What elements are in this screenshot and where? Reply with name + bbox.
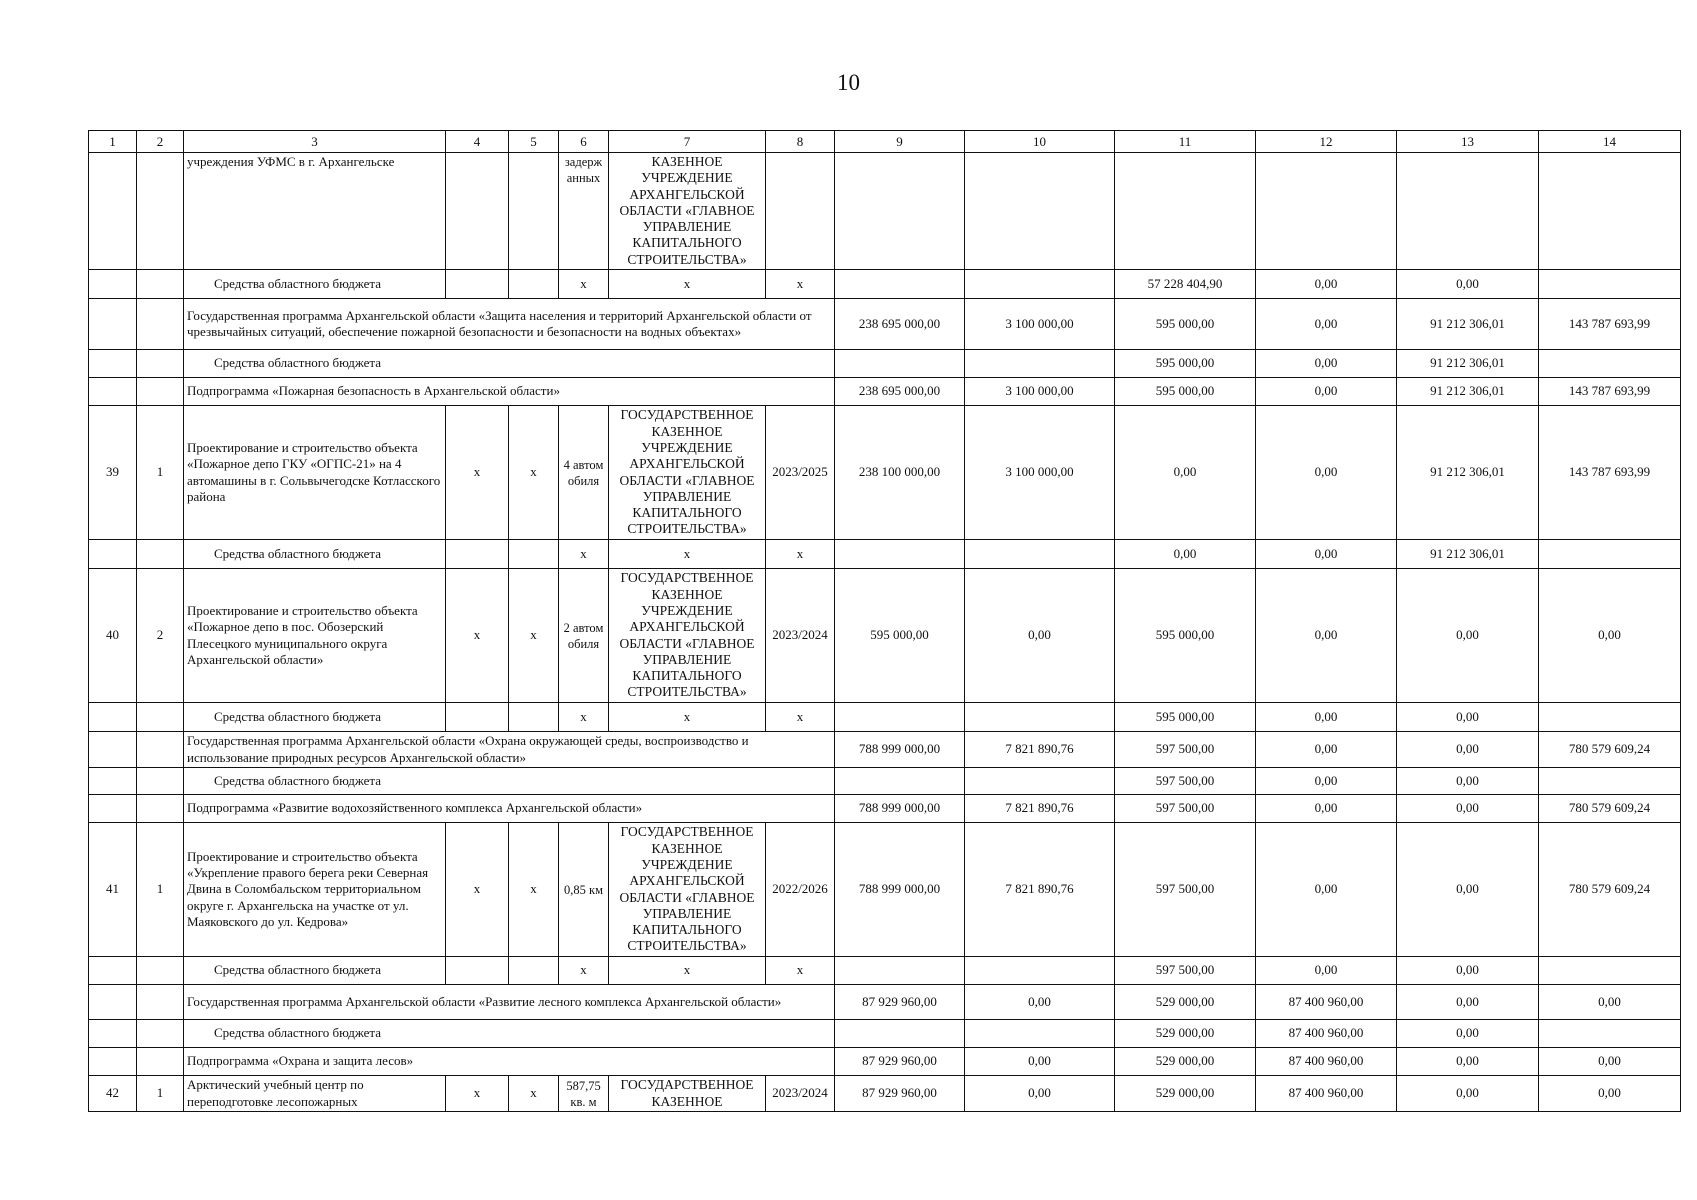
cell-empty <box>1115 153 1256 270</box>
customer-cell: ГОСУДАРСТВЕННОЕ КАЗЕННОЕ УЧРЕЖДЕНИЕ АРХАНГЕЛЬСКОЙ ОБЛАСТИ «ГЛАВНОЕ УПРАВЛЕНИЕ КАПИТАЛЬНОГО СТРОИТЕЛЬСТВА» <box>609 569 766 703</box>
value-cell: 595 000,00 <box>835 569 965 703</box>
header-cell: 6 <box>559 131 609 153</box>
value-cell: 0,00 <box>1256 823 1397 957</box>
header-cell: 11 <box>1115 131 1256 153</box>
value-cell: 0,00 <box>1256 768 1397 795</box>
value-cell: х <box>509 823 559 957</box>
cell-empty <box>137 270 184 299</box>
subprogram-name-cell: Подпрограмма «Охрана и защита лесов» <box>184 1048 835 1076</box>
period-cell: х <box>766 540 835 569</box>
cell-empty <box>509 957 559 985</box>
value-cell: х <box>509 569 559 703</box>
cell-empty <box>137 540 184 569</box>
value-cell: 0,00 <box>1256 795 1397 823</box>
value-cell: 0,00 <box>965 985 1115 1020</box>
subprogram-name-cell: Подпрограмма «Развитие водохозяйственного комплекса Архангельской области» <box>184 795 835 823</box>
value-cell: 780 579 609,24 <box>1539 823 1681 957</box>
row-number-cell: 39 <box>89 406 137 540</box>
capacity-cell: х <box>559 540 609 569</box>
cell-empty <box>89 378 137 406</box>
header-cell: 12 <box>1256 131 1397 153</box>
value-cell: 529 000,00 <box>1115 1048 1256 1076</box>
capacity-cell: 587,75 кв. м <box>559 1076 609 1112</box>
value-cell: 0,00 <box>1256 270 1397 299</box>
value-cell: 0,00 <box>1256 299 1397 350</box>
program-name-cell: Государственная программа Архангельской области «Охрана окружающей среды, воспроизводство и использование природных ресурсов Архангельской области» <box>184 732 835 768</box>
value-cell: 597 500,00 <box>1115 957 1256 985</box>
value-cell: 597 500,00 <box>1115 732 1256 768</box>
value-cell: х <box>509 1076 559 1112</box>
value-cell: 0,00 <box>1397 270 1539 299</box>
value-cell: 788 999 000,00 <box>835 795 965 823</box>
value-cell: 595 000,00 <box>1115 350 1256 378</box>
value-cell: 529 000,00 <box>1115 1076 1256 1112</box>
value-cell <box>1539 703 1681 732</box>
cell-empty <box>1256 153 1397 270</box>
cell-empty <box>89 299 137 350</box>
value-cell: 87 929 960,00 <box>835 1048 965 1076</box>
cell-empty <box>446 703 509 732</box>
cell-empty <box>89 732 137 768</box>
funding-source-cell: Средства областного бюджета <box>184 703 446 732</box>
cell-empty <box>1397 153 1539 270</box>
cell-empty <box>89 350 137 378</box>
cell-empty <box>509 270 559 299</box>
value-cell: 143 787 693,99 <box>1539 406 1681 540</box>
value-cell: 87 400 960,00 <box>1256 985 1397 1020</box>
value-cell: х <box>446 1076 509 1112</box>
header-cell: 9 <box>835 131 965 153</box>
value-cell: 7 821 890,76 <box>965 795 1115 823</box>
header-cell: 3 <box>184 131 446 153</box>
object-name-cell: Проектирование и строительство объекта «Пожарное депо в пос. Обозерский Плесецкого муниципального округа Архангельской области» <box>184 569 446 703</box>
page-number: 10 <box>837 70 860 95</box>
funding-source-cell: Средства областного бюджета <box>184 270 446 299</box>
value-cell: 7 821 890,76 <box>965 823 1115 957</box>
table-row <box>89 823 1681 957</box>
value-cell: 780 579 609,24 <box>1539 795 1681 823</box>
cell-empty <box>965 153 1115 270</box>
capacity-cell: задерж анных <box>559 153 609 270</box>
value-cell: 87 929 960,00 <box>835 1076 965 1112</box>
cell-empty <box>137 299 184 350</box>
table-row <box>89 153 1681 270</box>
capacity-cell: х <box>559 703 609 732</box>
value-cell <box>1539 957 1681 985</box>
value-cell: 0,00 <box>1115 540 1256 569</box>
cell-empty <box>89 1020 137 1048</box>
value-cell: 87 929 960,00 <box>835 985 965 1020</box>
value-cell: 0,00 <box>965 569 1115 703</box>
header-cell: 7 <box>609 131 766 153</box>
value-cell <box>835 270 965 299</box>
value-cell <box>1539 350 1681 378</box>
value-cell: 0,00 <box>1397 795 1539 823</box>
cell-empty <box>1539 153 1681 270</box>
cell-empty <box>89 270 137 299</box>
customer-cell: ГОСУДАРСТВЕННОЕ КАЗЕННОЕ <box>609 1076 766 1112</box>
customer-cell: х <box>609 540 766 569</box>
value-cell: 0,00 <box>1256 957 1397 985</box>
value-cell <box>835 957 965 985</box>
value-cell: 91 212 306,01 <box>1397 406 1539 540</box>
value-cell: 595 000,00 <box>1115 703 1256 732</box>
value-cell: 91 212 306,01 <box>1397 350 1539 378</box>
cell-empty <box>446 540 509 569</box>
value-cell: 0,00 <box>965 1048 1115 1076</box>
table-row <box>89 732 1681 768</box>
period-cell: 2022/2026 <box>766 823 835 957</box>
cell-empty <box>137 985 184 1020</box>
cell-empty <box>89 540 137 569</box>
value-cell: 529 000,00 <box>1115 1020 1256 1048</box>
value-cell <box>835 703 965 732</box>
value-cell <box>1539 768 1681 795</box>
value-cell: 0,00 <box>1539 1076 1681 1112</box>
cell-empty <box>509 703 559 732</box>
value-cell: 0,00 <box>1256 406 1397 540</box>
customer-cell: ГОСУДАРСТВЕННОЕ КАЗЕННОЕ УЧРЕЖДЕНИЕ АРХАНГЕЛЬСКОЙ ОБЛАСТИ «ГЛАВНОЕ УПРАВЛЕНИЕ КАПИТАЛЬНОГО СТРОИТЕЛЬСТВА» <box>609 823 766 957</box>
value-cell: 788 999 000,00 <box>835 823 965 957</box>
table-row <box>89 1076 1681 1112</box>
table-row <box>89 569 1681 703</box>
cell-empty <box>137 957 184 985</box>
value-cell: 0,00 <box>1397 703 1539 732</box>
value-cell: 0,00 <box>1397 985 1539 1020</box>
value-cell: 0,00 <box>1539 569 1681 703</box>
value-cell <box>835 350 965 378</box>
value-cell: 0,00 <box>1397 1048 1539 1076</box>
value-cell: 91 212 306,01 <box>1397 540 1539 569</box>
value-cell: х <box>509 406 559 540</box>
value-cell: 143 787 693,99 <box>1539 299 1681 350</box>
header-cell: 13 <box>1397 131 1539 153</box>
customer-cell: КАЗЕННОЕ УЧРЕЖДЕНИЕ АРХАНГЕЛЬСКОЙ ОБЛАСТИ «ГЛАВНОЕ УПРАВЛЕНИЕ КАПИТАЛЬНОГО СТРОИТЕЛЬСТВА» <box>609 153 766 270</box>
program-name-cell: Государственная программа Архангельской области «Защита населения и территорий Архангельской области от чрезвычайных ситуаций, обеспечение пожарной безопасности и безопасности на водных объектах» <box>184 299 835 350</box>
table-row <box>89 985 1681 1020</box>
value-cell: 595 000,00 <box>1115 378 1256 406</box>
value-cell: 597 500,00 <box>1115 795 1256 823</box>
value-cell <box>1539 1020 1681 1048</box>
cell-empty <box>766 153 835 270</box>
funding-source-cell: Средства областного бюджета <box>184 540 446 569</box>
table-row <box>89 270 1681 299</box>
cell-empty <box>137 795 184 823</box>
value-cell <box>965 540 1115 569</box>
value-cell <box>965 703 1115 732</box>
program-name-cell: Государственная программа Архангельской области «Развитие лесного комплекса Архангельской области» <box>184 985 835 1020</box>
cell-empty <box>89 795 137 823</box>
row-number-cell: 40 <box>89 569 137 703</box>
cell-empty <box>137 378 184 406</box>
cell-empty <box>137 703 184 732</box>
sub-number-cell: 1 <box>137 823 184 957</box>
value-cell: 788 999 000,00 <box>835 732 965 768</box>
funding-source-cell: Средства областного бюджета <box>184 1020 835 1048</box>
header-cell: 8 <box>766 131 835 153</box>
table-row <box>89 299 1681 350</box>
period-cell: 2023/2024 <box>766 569 835 703</box>
table-row <box>89 1020 1681 1048</box>
value-cell: 0,00 <box>1539 985 1681 1020</box>
header-cell: 14 <box>1539 131 1681 153</box>
value-cell: 597 500,00 <box>1115 823 1256 957</box>
period-cell: х <box>766 957 835 985</box>
value-cell: 0,00 <box>1256 703 1397 732</box>
funding-source-cell: Средства областного бюджета <box>184 957 446 985</box>
table-row <box>89 378 1681 406</box>
value-cell <box>835 540 965 569</box>
value-cell: 529 000,00 <box>1115 985 1256 1020</box>
cell-empty <box>137 732 184 768</box>
cell-empty <box>509 153 559 270</box>
value-cell: х <box>446 823 509 957</box>
value-cell: 0,00 <box>1256 732 1397 768</box>
value-cell: 0,00 <box>1115 406 1256 540</box>
value-cell: 238 695 000,00 <box>835 378 965 406</box>
value-cell: 87 400 960,00 <box>1256 1076 1397 1112</box>
value-cell: 0,00 <box>1397 569 1539 703</box>
customer-cell: х <box>609 703 766 732</box>
capacity-cell: 0,85 км <box>559 823 609 957</box>
header-row <box>89 131 1681 153</box>
customer-cell: ГОСУДАРСТВЕННОЕ КАЗЕННОЕ УЧРЕЖДЕНИЕ АРХАНГЕЛЬСКОЙ ОБЛАСТИ «ГЛАВНОЕ УПРАВЛЕНИЕ КАПИТАЛЬНОГО СТРОИТЕЛЬСТВА» <box>609 406 766 540</box>
value-cell: 91 212 306,01 <box>1397 299 1539 350</box>
value-cell <box>965 350 1115 378</box>
cell-empty <box>137 768 184 795</box>
value-cell: 595 000,00 <box>1115 299 1256 350</box>
sub-number-cell: 2 <box>137 569 184 703</box>
value-cell: х <box>446 569 509 703</box>
cell-empty <box>446 270 509 299</box>
table-row <box>89 957 1681 985</box>
value-cell: 595 000,00 <box>1115 569 1256 703</box>
value-cell <box>1539 270 1681 299</box>
sub-number-cell: 1 <box>137 406 184 540</box>
value-cell: 0,00 <box>1539 1048 1681 1076</box>
cell-empty <box>89 703 137 732</box>
funding-source-cell: Средства областного бюджета <box>184 768 835 795</box>
cell-empty <box>89 985 137 1020</box>
value-cell: 238 695 000,00 <box>835 299 965 350</box>
cell-empty <box>446 957 509 985</box>
customer-cell: х <box>609 957 766 985</box>
cell-empty <box>137 153 184 270</box>
value-cell: 87 400 960,00 <box>1256 1020 1397 1048</box>
cell-empty <box>137 1048 184 1076</box>
table-row <box>89 703 1681 732</box>
cell-empty <box>89 768 137 795</box>
object-name-cell: Проектирование и строительство объекта «Пожарное депо ГКУ «ОГПС-21» на 4 автомашины в г. Сольвычегодске Котласского района <box>184 406 446 540</box>
period-cell: х <box>766 703 835 732</box>
value-cell: 87 400 960,00 <box>1256 1048 1397 1076</box>
value-cell: 0,00 <box>1397 1020 1539 1048</box>
cell-empty <box>89 153 137 270</box>
value-cell: 0,00 <box>1397 1076 1539 1112</box>
capacity-cell: 2 автом обиля <box>559 569 609 703</box>
cell-empty <box>835 153 965 270</box>
object-name-cell: учреждения УФМС в г. Архангельске <box>184 153 446 270</box>
value-cell: 0,00 <box>1256 569 1397 703</box>
header-cell: 5 <box>509 131 559 153</box>
value-cell: 3 100 000,00 <box>965 299 1115 350</box>
value-cell: х <box>446 406 509 540</box>
object-name-cell: Арктический учебный центр по переподготовке лесопожарных <box>184 1076 446 1112</box>
subprogram-name-cell: Подпрограмма «Пожарная безопасность в Архангельской области» <box>184 378 835 406</box>
row-number-cell: 42 <box>89 1076 137 1112</box>
value-cell <box>1539 540 1681 569</box>
cell-empty <box>446 153 509 270</box>
table-row <box>89 350 1681 378</box>
table-row <box>89 540 1681 569</box>
period-cell: х <box>766 270 835 299</box>
object-name-cell: Проектирование и строительство объекта «Укрепление правого берега реки Северная Двина в Соломбальском территориальном округе г. Архангельска на участке от ул. Маяковского до ул. Кедрова» <box>184 823 446 957</box>
funding-source-cell: Средства областного бюджета <box>184 350 835 378</box>
value-cell <box>965 768 1115 795</box>
table-row <box>89 768 1681 795</box>
value-cell: 0,00 <box>1397 823 1539 957</box>
value-cell <box>835 1020 965 1048</box>
value-cell: 143 787 693,99 <box>1539 378 1681 406</box>
value-cell <box>835 768 965 795</box>
value-cell <box>965 1020 1115 1048</box>
capacity-cell: х <box>559 957 609 985</box>
cell-empty <box>89 957 137 985</box>
sub-number-cell: 1 <box>137 1076 184 1112</box>
value-cell <box>965 957 1115 985</box>
value-cell: 91 212 306,01 <box>1397 378 1539 406</box>
capacity-cell: 4 автом обиля <box>559 406 609 540</box>
value-cell: 7 821 890,76 <box>965 732 1115 768</box>
period-cell: 2023/2025 <box>766 406 835 540</box>
row-number-cell: 41 <box>89 823 137 957</box>
capacity-cell: х <box>559 270 609 299</box>
header-cell: 1 <box>89 131 137 153</box>
header-cell: 2 <box>137 131 184 153</box>
table-row <box>89 1048 1681 1076</box>
value-cell: 0,00 <box>1256 350 1397 378</box>
value-cell: 0,00 <box>1397 957 1539 985</box>
table-row <box>89 795 1681 823</box>
value-cell <box>965 270 1115 299</box>
value-cell: 597 500,00 <box>1115 768 1256 795</box>
customer-cell: х <box>609 270 766 299</box>
value-cell: 0,00 <box>1397 768 1539 795</box>
period-cell: 2023/2024 <box>766 1076 835 1112</box>
value-cell: 3 100 000,00 <box>965 406 1115 540</box>
header-cell: 4 <box>446 131 509 153</box>
value-cell: 57 228 404,90 <box>1115 270 1256 299</box>
header-cell: 10 <box>965 131 1115 153</box>
value-cell: 0,00 <box>1256 540 1397 569</box>
cell-empty <box>137 1020 184 1048</box>
cell-empty <box>89 1048 137 1076</box>
cell-empty <box>137 350 184 378</box>
budget-table <box>88 130 1681 1112</box>
value-cell: 780 579 609,24 <box>1539 732 1681 768</box>
value-cell: 238 100 000,00 <box>835 406 965 540</box>
value-cell: 0,00 <box>965 1076 1115 1112</box>
table-row <box>89 406 1681 540</box>
cell-empty <box>509 540 559 569</box>
value-cell: 0,00 <box>1256 378 1397 406</box>
value-cell: 0,00 <box>1397 732 1539 768</box>
value-cell: 3 100 000,00 <box>965 378 1115 406</box>
